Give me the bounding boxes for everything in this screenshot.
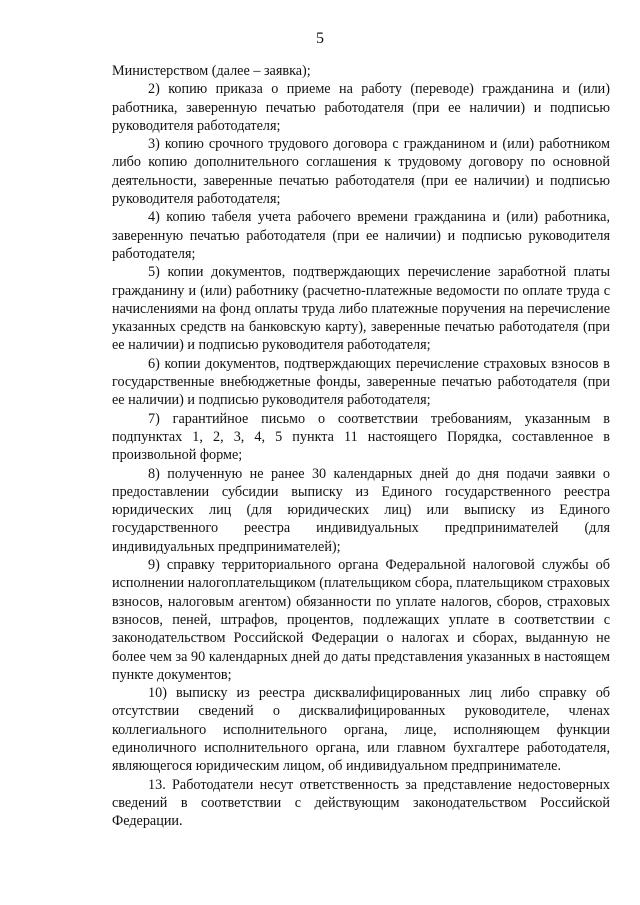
paragraph-item-6: 6) копии документов, подтверждающих перечисление страховых взносов в государственные внебюджетные фонды, заверенные печатью работодателя (при ее наличии) и подписью руководителя работодателя; (112, 355, 610, 409)
page-number: 5 (316, 30, 324, 47)
paragraph-continuation: Министерством (далее – заявка); (112, 63, 311, 79)
paragraph-item-10: 10) выписку из реестра дисквалифицированных лиц либо справку об отсутствии сведений о дисквалифицированных руководителе, членах коллегиального исполнительного органа, лице, исполняющем функции единоличного исполнительного органа, или главном бухгалтере работодателя, являющегося юридическим лицом, об индивидуальном предпринимателе. (112, 685, 610, 775)
paragraph-item-7: 7) гарантийное письмо о соответствии требованиям, указанным в подпунктах 1, 2, 3, 4, 5 пункта 11 настоящего Порядка, составленное в произвольной форме; (112, 410, 610, 464)
paragraph-item-2: 2) копию приказа о приеме на работу (переводе) гражданина и (или) работника, заверенную печатью работодателя (при ее наличии) и подписью руководителя работодателя; (112, 81, 610, 134)
paragraph-item-8: 8) полученную не ранее 30 календарных дней до дня подачи заявки о предоставлении субсидии выписку из Единого государственного реестра юридических лиц (для юридических лиц) или выписку из Единого государственного реестра индивидуальных предпринимателей (для индивидуальных предпринимателей); (112, 465, 610, 555)
document-body (112, 62, 610, 830)
paragraph-item-9: 9) справку территориального органа Федеральной налоговой службы об исполнении налогоплательщиком (плательщиком сбора, плательщиком страховых взносов, налоговым агентом) обязанности по уплате налогов, сборов, страховых взносов, пеней, штрафов, процентов, подлежащих уплате в соответствии с законодательством Российской Федерации о налогах и сборах, выданную не более чем за 90 календарных дней до даты представления указанных в настоящем пункте документов; (112, 557, 610, 683)
paragraph-section-13: 13. Работодатели несут ответственность за представление недостоверных сведений в соответствии с действующим законодательством Российской Федерации. (112, 776, 610, 830)
paragraph-item-4: 4) копию табеля учета рабочего времени гражданина и (или) работника, заверенную печатью работодателя (при ее наличии) и подписью руководителя работодателя; (112, 209, 610, 262)
paragraph-item-5: 5) копии документов, подтверждающих перечисление заработной платы гражданину и (или) работнику (расчетно-платежные ведомости по оплате труда с начислениями на фонд оплаты труда либо платежные поручения на перечисление указанных средств на банковскую карту), заверенные печатью работодателя (при ее наличии) и подписью руководителя работодателя; (112, 264, 610, 354)
paragraph-item-3: 3) копию срочного трудового договора с гражданином и (или) работником либо копию дополнительного соглашения к трудовому договору по основной деятельности, заверенные печатью работодателя (при ее наличии) и подписью руководителя работодателя; (112, 136, 610, 208)
